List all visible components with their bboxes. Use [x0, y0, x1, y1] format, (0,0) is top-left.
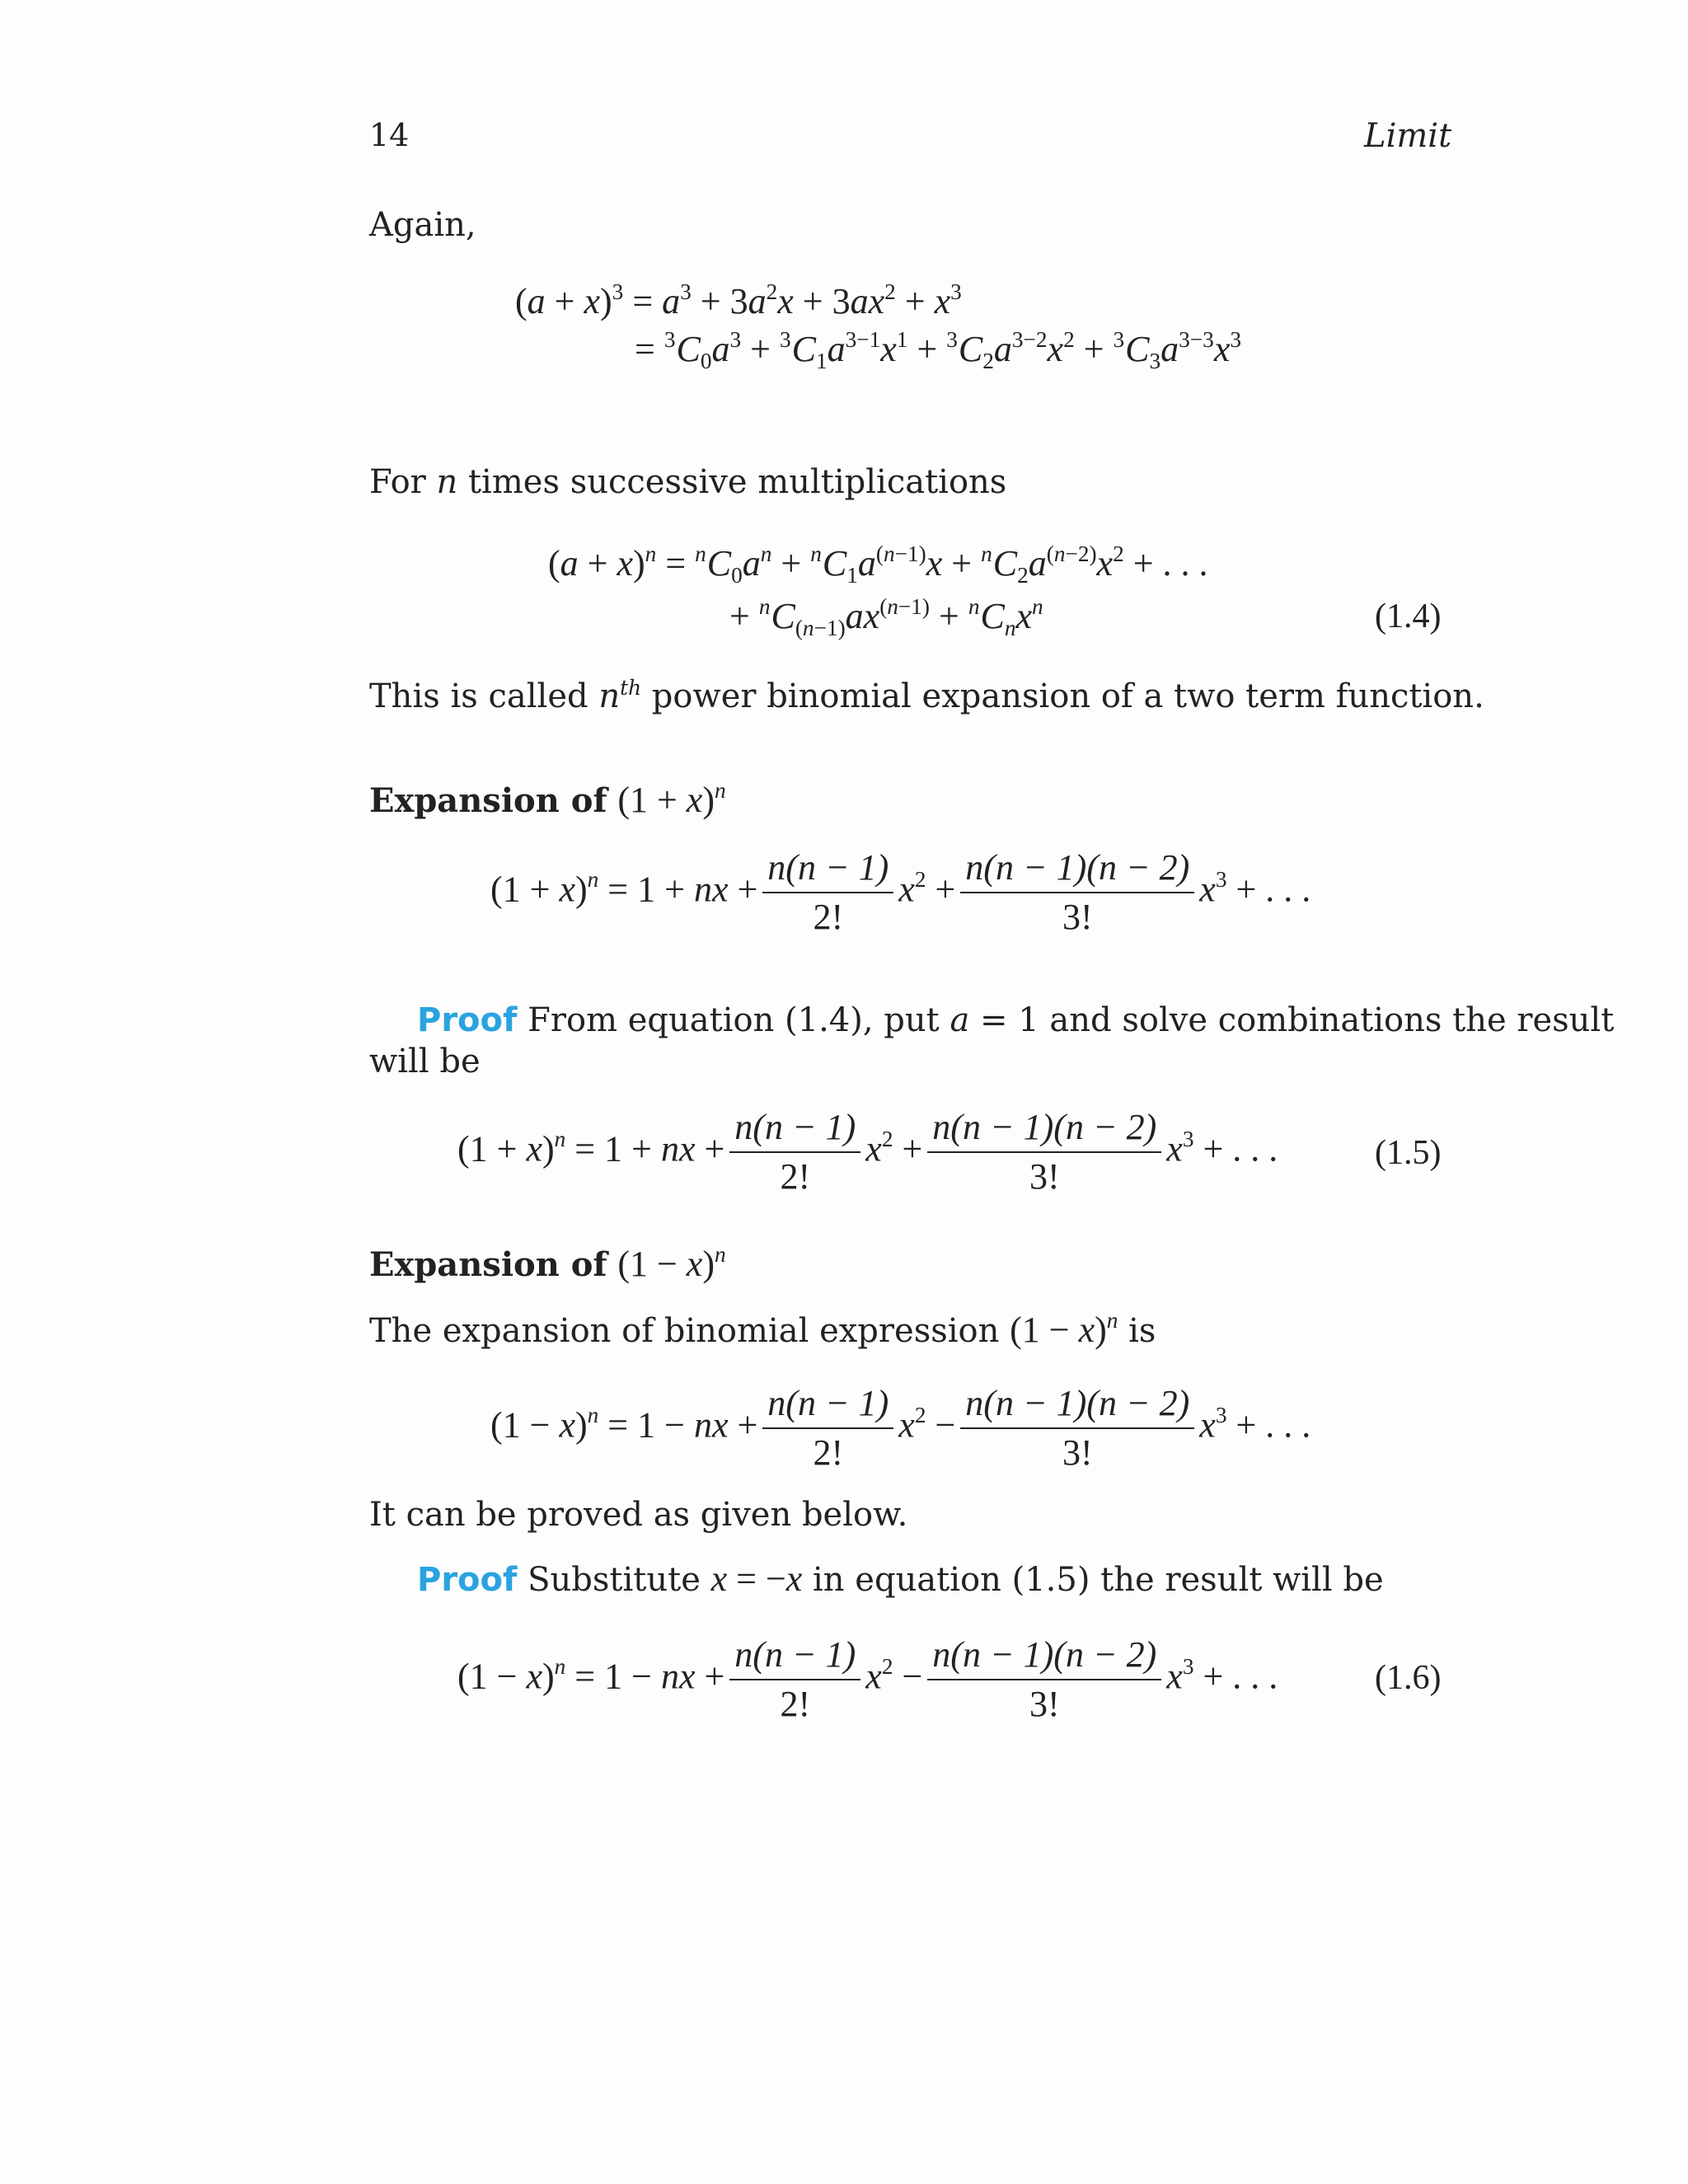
proof-1-line2: will be	[369, 1043, 481, 1080]
equation-number-1-5: (1.5)	[1375, 1134, 1442, 1172]
equation-nth-line1: $(a + x)^n = ^nC_0a^n + ^nC_1a^{(n-1)}x + ^nC_2a^{(n-2)}x^2$ + . . .	[548, 541, 1208, 588]
equation-cube-line2: = $^3C_0a^3 + ^3C_1a^{3-1}x^1 + ^3C_2a^{3-2}x^2 + ^3C_3a^{3-3}x^3$	[635, 327, 1241, 373]
equation-number-1-4: (1.4)	[1375, 598, 1442, 635]
text-binomial-expansion: This is called $n^{th}$ power binomial expansion of a two term function.	[369, 675, 1484, 715]
equation-cube-line1: $(a + x)^3 = a^3 + 3a^2x + 3ax^2 + x^3$	[515, 279, 962, 321]
equation-number-1-6: (1.6)	[1375, 1659, 1442, 1697]
text-for-n-times: For n times successive multiplications	[369, 463, 1007, 501]
text-again: Again,	[369, 206, 476, 244]
heading-expansion-1-minus-x: Expansion of $(1 - x)^n$	[369, 1242, 726, 1284]
running-title: Limit	[1364, 117, 1452, 155]
text-proved-below: It can be proved as given below.	[369, 1496, 908, 1534]
heading-expansion-1-plus-x: Expansion of $(1 + x)^n$	[369, 778, 726, 820]
equation-1-plus-x: $(1 + x)^n = 1$ + nx + $\frac{n(n - 1)}{2!}$ $x^2$ + $\frac{n(n - 1)(n - 2)}{3!}$ $x^3$ + . . .	[490, 847, 1311, 938]
equation-1-minus-x: $(1 - x)^n = 1$ − nx + $\frac{n(n - 1)}{2!}$ $x^2$ − $\frac{n(n - 1)(n - 2)}{3!}$ $x^3$ + . . .	[490, 1383, 1311, 1474]
page-number: 14	[369, 117, 410, 153]
equation-1-6: $(1 - x)^n = 1$ − nx + $\frac{n(n - 1)}{2!}$ $x^2$ − $\frac{n(n - 1)(n - 2)}{3!}$ $x^3$ + . . .	[457, 1634, 1278, 1725]
proof-1-line1: Proof From equation (1.4), put a = 1 and solve combinations the result	[417, 1001, 1615, 1039]
equation-nth-line2: + $^nC_{(n-1)}ax^{(n-1)} + ^nC_nx^n$	[729, 594, 1043, 640]
proof-2: Proof Substitute x = −x in equation (1.5) the result will be	[417, 1558, 1384, 1599]
equation-1-5: $(1 + x)^n = 1$ + nx + $\frac{n(n - 1)}{2!}$ $x^2$ + $\frac{n(n - 1)(n - 2)}{3!}$ $x^3$ + . . .	[457, 1107, 1278, 1197]
text-expansion-1-minus-x: The expansion of binomial expression $(1 - x)^n$ is	[369, 1308, 1156, 1350]
